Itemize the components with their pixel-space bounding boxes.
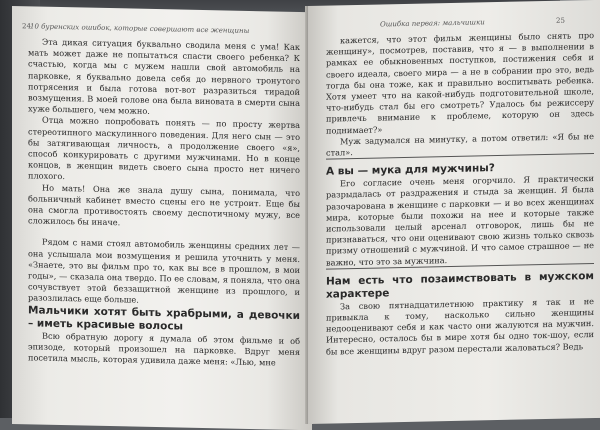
left-page [12,6,312,430]
left-page-number: 24 [22,22,31,31]
right-page-number: 25 [556,16,565,25]
open-book [12,6,600,424]
right-section-heading: А вы — мука для мужчины? [326,153,594,179]
left-paragraph: Но мать! Она же знала душу сына, понимала, что больничный кабинет вместо сцены его не устроит. Еще бы она смогла противостоять своему деспотичному мужу, все сложилось бы иначе. [28,182,300,228]
left-paragraph: Эта дикая ситуация буквально сводила меня с ума! Как мать может даже не попытаться спасти своего ребенка? К счастью, когда мы с мужем нашли свой автомобиль на парковке, я буквально довела себя до нервного тронутого потрясения и была готова вот-вот разразиться тирадой возмущения. В моей голове она была виновата в смерти сына хуже большего, чем можно. [28,36,300,117]
right-paragraph: Его согласие очень меня огорчило. Я практически разрыдалась от раздражения и стыда за женщин. Я была разочарована в женщине с парковки — и во всех женщинах мира, которые были похожи на нее и которые также использовали целый арсенал отговорок, лишь бы не признаваться, что они оценивают свою жизнь только сквозь призму отношений с мужчиной. И что самое страшное — не важно, что это за мужчина. [326,173,594,268]
right-section-heading: Нам есть что позаимствовать в мужском характере [326,263,594,302]
left-text-column [28,36,300,369]
right-running-head: Ошибка первая: мальчишки [380,18,485,29]
right-page [308,0,600,424]
right-text-column [326,30,594,357]
right-paragraph: кажется, что этот фильм женщины было снять про женщину», посмотрев, поставив, что я — в выполнении в рамках ее обыкновенных поступков, постижения себя и своего идеала, своего мира — а не в собрании про это, ведь тогда бы она тоже, как и правильно воспитывать ребенка. Хотя умеет что на какой-нибудь подготовительной школе, что-нибудь стал бы его смотреть? Удалось бы режиссеру привлечь внимание к проблеме, которую он здесь поднимает?» [326,30,594,136]
left-paragraph: Отца можно попробовать понять — по просту жертва стереотипного маскулинного поведения. Для него сын — это бы затягивающая личность, а продолжение своего «я», способ конкурировать с другими мужчинами. Но в конце концов, в женщин видеть своего сына просто нет ничего плохого. [28,115,300,182]
left-running-head: 10 буренских ошибок, которые совершают все женщины [30,22,250,35]
right-paragraph: За свою пятнадцатилетнюю практику я так и не привыкла к тому, насколько сильно женщины недооценивают себя и как часто они жалуются на мужчин. Интересно, осталось бы в мире хотя бы одно ток-шоу, если бы все женщины вдруг разом перестали жаловаться? Ведь [326,295,594,357]
left-section-heading: Мальчики хотят быть храбрыми, а девочки – иметь красивые волосы [28,304,300,333]
left-paragraph: Всю обратную дорогу я думала об этом фильме и об эпизоде, который произошел на парковке. Вдруг меня посетила мысль, которая удивила даже меня: «Лью, мне [28,330,300,368]
right-paragraph: Муж задумался на минутку, а потом ответил: «Я бы не стал». [326,130,594,158]
left-paragraph: Рядом с нами стоял автомобиль женщины средних лет — она услышала мои возмущения и решила уточнить у меня. «Знаете, это вы фильм про то, как вы все в прошлом, в мои годы», — сказала она твердо. По ее словам, я поняла, что она сочувствует этой беззащитной женщине из прошлого, и разозлилась еще больше. [28,237,300,306]
